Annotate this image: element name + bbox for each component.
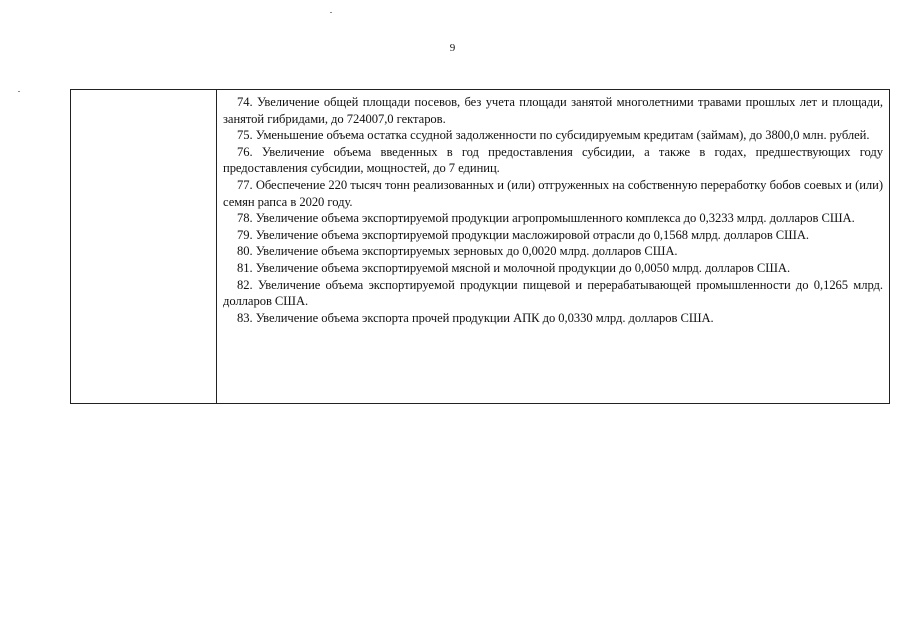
list-item: 79. Увеличение объема экспортируемой продукции масложировой отрасли до 0,1568 млрд. долларов США. bbox=[237, 227, 809, 242]
scan-speck bbox=[18, 91, 20, 92]
list-item: 80. Увеличение объема экспортируемых зерновых до 0,0020 млрд. долларов США. bbox=[237, 244, 678, 259]
list-item: 81. Увеличение объема экспортируемой мясной и молочной продукции до 0,0050 млрд. долларов США. bbox=[237, 260, 791, 275]
table-cell-right bbox=[217, 90, 889, 403]
list-item: 83. Увеличение объема экспорта прочей продукции АПК до 0,0330 млрд. долларов США. bbox=[237, 310, 714, 325]
list-item: 78. Увеличение объема экспортируемой продукции агропромышленного комплекса до 0,3233 млрд. долларов США. bbox=[237, 211, 855, 226]
list-item: 82. Увеличение объема экспортируемой продукции пищевой и перерабатывающей промышленности до 0,1265 млрд. долларов США. bbox=[223, 277, 883, 309]
table-cell-left bbox=[71, 90, 217, 403]
scan-speck bbox=[330, 12, 332, 13]
list-item: 76. Увеличение объема введенных в год предоставления субсидии, а также в годах, предшествующих году предоставления субсидии, мощностей, до 7 единиц. bbox=[223, 144, 883, 176]
page-number: 9 bbox=[449, 42, 456, 54]
list-item: 74. Увеличение общей площади посевов, без учета площади занятой многолетними травами прошлых лет и площади, занятой гибридами, до 724007,0 гектаров. bbox=[223, 95, 883, 126]
list-item: 75. Уменьшение объема остатка ссудной задолженности по субсидируемым кредитам (займам), до 3800,0 млн. рублей. bbox=[237, 128, 870, 143]
document-table bbox=[70, 89, 890, 404]
list-item: 77. Обеспечение 220 тысяч тонн реализованных и (или) отгруженных на собственную переработку бобов соевых и (или) семян рапса в 2020 году. bbox=[223, 177, 883, 209]
